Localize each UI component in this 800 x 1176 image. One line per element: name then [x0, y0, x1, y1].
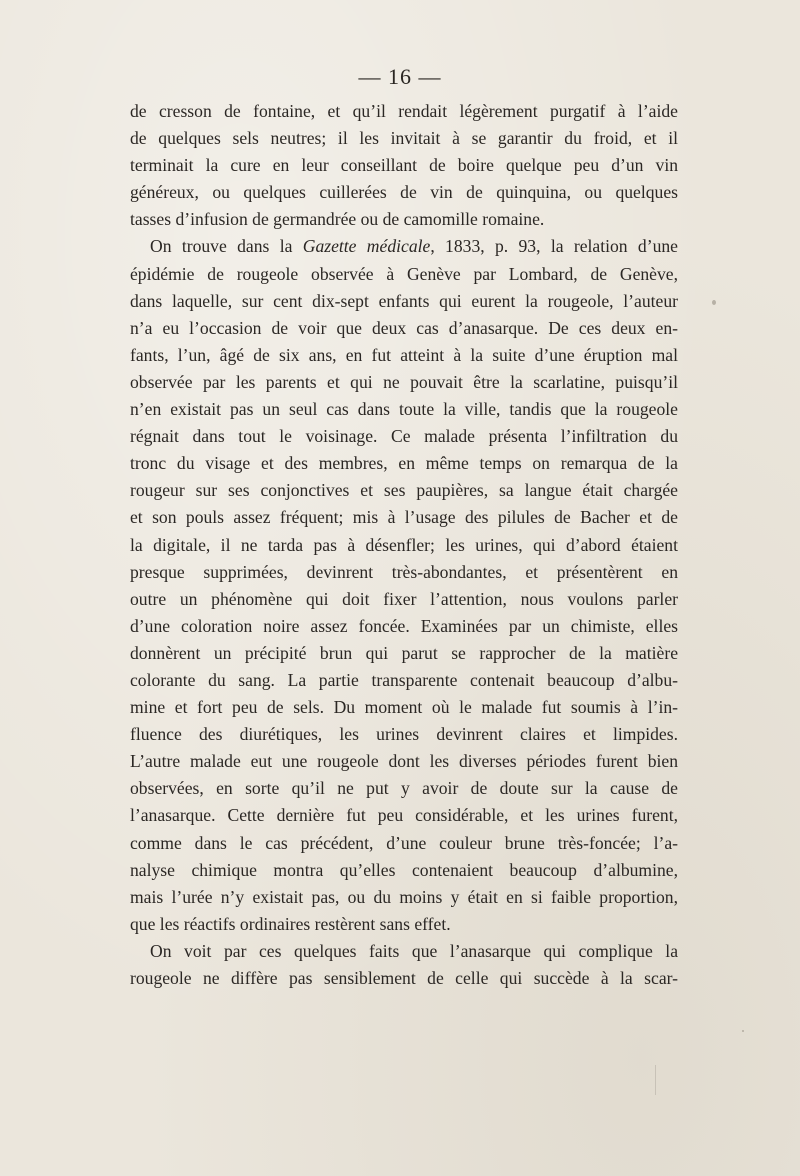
text-line: l’anasarque. Cette dernière fut peu considérable, et les urines furent, [130, 805, 678, 826]
text-line: tasses d’infusion de germandrée ou de camomille romaine. [130, 209, 545, 230]
text-line: comme dans le cas précédent, d’une couleur brune très-foncée; l’a- [130, 832, 678, 853]
text-line: colorante du sang. La partie transparente contenait beaucoup d’albu- [130, 669, 678, 690]
text-line: mine et fort peu de sels. Du moment où le malade fut soumis à l’in- [130, 697, 678, 718]
text-line: outre un phénomène qui doit fixer l’attention, nous voulons parler [130, 588, 678, 609]
text-line: régnait dans tout le voisinage. Ce malade présenta l’infiltration du [130, 426, 678, 447]
text-line: fants, l’un, âgé de six ans, en fut atteint à la suite d’une éruption mal [130, 344, 678, 365]
text-line: presque supprimées, devinrent très-abondantes, et présentèrent en [130, 561, 678, 582]
paper-speck [742, 1030, 744, 1032]
text-line [130, 233, 678, 260]
paper-speck [712, 300, 716, 305]
body-text [130, 98, 678, 992]
text-line: observée par les parents et qui ne pouvait être la scarlatine, puisqu’il [130, 371, 678, 392]
text-line: L’autre malade eut une rougeole dont les diverses périodes furent bien [130, 751, 678, 772]
paper-speck [655, 1065, 656, 1095]
text-line: rougeur sur ses conjonctives et ses paupières, sa langue était chargée [130, 480, 678, 501]
text-line: de quelques sels neutres; il les invitait à se garantir du froid, et il [130, 128, 678, 149]
text-line: généreux, ou quelques cuillerées de vin de quinquina, ou quelques [130, 182, 678, 203]
text-line: tronc du visage et des membres, en même temps on remarqua de la [130, 453, 678, 474]
text-line: donnèrent un précipité brun qui parut se rapprocher de la matière [130, 642, 678, 663]
text-line: rougeole ne diffère pas sensiblement de celle qui succède à la scar- [130, 968, 678, 988]
text-line: n’a eu l’occasion de voir que deux cas d’anasarque. De ces deux en- [130, 317, 678, 338]
text-line: On voit par ces quelques faits que l’anasarque qui complique la [150, 940, 678, 961]
text-segment: , 1833, p. 93, la relation d’une [430, 236, 678, 257]
text-line: fluence des diurétiques, les urines devinrent claires et limpides. [130, 724, 678, 745]
text-segment: On trouve dans la [150, 236, 303, 257]
text-line: terminait la cure en leur conseillant de boire quelque peu d’un vin [130, 155, 678, 176]
text-line: nalyse chimique montra qu’elles contenaient beaucoup d’albumine, [130, 859, 678, 880]
text-line: de cresson de fontaine, et qu’il rendait légèrement purgatif à l’aide [130, 101, 678, 121]
journal-title: Gazette médicale [302, 236, 431, 257]
page-number: — 16 — [358, 64, 442, 89]
text-line: mais l’urée n’y existait pas, ou du moins y était en si faible proportion, [130, 886, 678, 907]
text-line: que les réactifs ordinaires restèrent sans effet. [130, 913, 451, 934]
text-line: la digitale, il ne tarda pas à désenfler; les urines, qui d’abord étaient [130, 534, 678, 555]
text-line: observées, en sorte qu’il ne put y avoir de doute sur la cause de [130, 778, 678, 799]
text-line: d’une coloration noire assez foncée. Examinées par un chimiste, elles [130, 615, 678, 636]
text-line: n’en existait pas un seul cas dans toute la ville, tandis que la rougeole [130, 399, 678, 420]
text-line: et son pouls assez fréquent; mis à l’usage des pilules de Bacher et de [130, 507, 678, 528]
text-line: dans laquelle, sur cent dix-sept enfants qui eurent la rougeole, l’auteur [130, 290, 678, 311]
text-line: épidémie de rougeole observée à Genève par Lombard, de Genève, [130, 263, 678, 284]
